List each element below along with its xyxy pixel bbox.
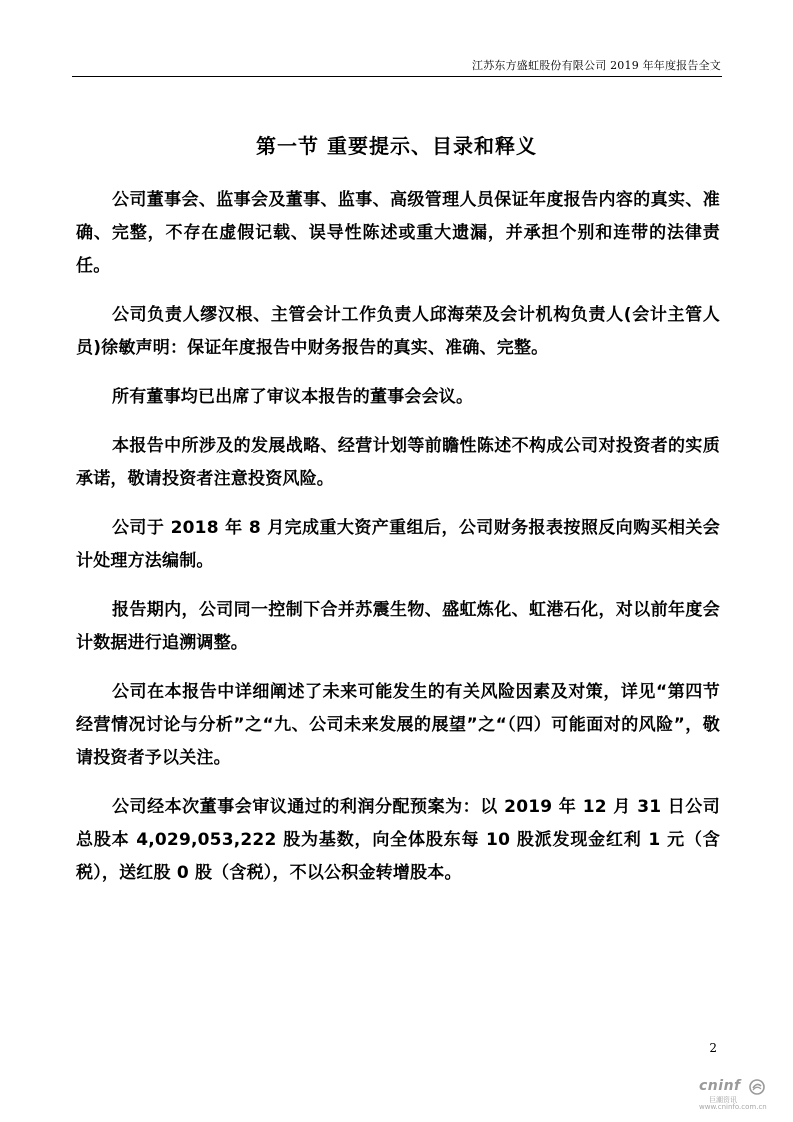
paragraph-profit-distribution: 公司经本次董事会审议通过的利润分配预案为：以 2019 年 12 月 31 日公司总股本 4,029,053,222 股为基数，向全体股东每 10 股派发现金红利 1 元（含税），送红股 0 股（含税），不以公积金转增股本。: [76, 797, 720, 883]
paragraph-risk-factors: 公司在本报告中详细阐述了未来可能发生的有关风险因素及对策，详见“第四节 经营情况讨论与分析”之“九、公司未来发展的展望”之“（四）可能面对的风险”，敬请投资者予以关注。: [76, 682, 720, 768]
page-number: 2: [709, 1041, 717, 1055]
section-title: 第一节 重要提示、目录和释义: [256, 134, 537, 158]
header-title: 江苏东方盛虹股份有限公司 2019 年年度报告全文: [472, 59, 721, 72]
paragraph-forward-looking: 本报告中所涉及的发展战略、经营计划等前瞻性陈述不构成公司对投资者的实质承诺，敬请投资者注意投资风险。: [76, 436, 720, 489]
document-body: [76, 184, 720, 906]
cninfo-swirl-icon: [749, 1079, 765, 1095]
paragraph-restructuring: 公司于 2018 年 8 月完成重大资产重组后，公司财务报表按照反向购买相关会计处理方法编制。: [76, 518, 720, 571]
logo-chinese-name: 巨潮资讯: [709, 1096, 737, 1104]
logo-url: www.cninfo.com.cn: [699, 1103, 767, 1111]
logo-text: cninf: [699, 1078, 741, 1094]
paragraph-consolidation: 报告期内，公司同一控制下合并苏震生物、盛虹炼化、虹港石化，对以前年度会计数据进行追溯调整。: [76, 600, 720, 653]
paragraph-board-attendance: 所有董事均已出席了审议本报告的董事会会议。: [112, 387, 474, 407]
paragraph-responsible-persons: 公司负责人缪汉根、主管会计工作负责人邱海荣及会计机构负责人(会计主管人员)徐敏声明：保证年度报告中财务报告的真实、准确、完整。: [76, 305, 720, 358]
cninfo-logo: [699, 1078, 769, 1112]
paragraph-accuracy-statement: 公司董事会、监事会及董事、监事、高级管理人员保证年度报告内容的真实、准确、完整，不存在虚假记载、误导性陈述或重大遗漏，并承担个别和连带的法律责任。: [76, 190, 720, 276]
header-divider: [72, 76, 722, 77]
